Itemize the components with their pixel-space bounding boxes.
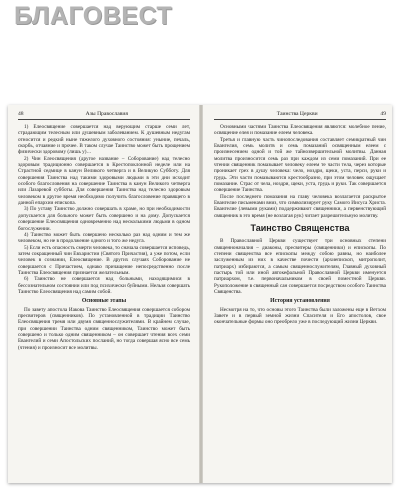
chapter-paragraph-1: В Православной Церкви существует три основных степени священноначалия – диаконы, пресвитеры (священники) и епископы. По степени священства все епископы между собою равны, но наиболее заслуженным из них в качестве почести (архиепископ, митрополит, патриарх) избираются, а самым священнослужителям, Главный духовный пастырь той или иной автокефальной Православной Церкви именуется патриархом, т.е. первоначальником в своей поместной Церкви. Рукоположение в священный сан совершается посредством особого Таинства Священства. [214,238,386,295]
right-running-head [214,111,386,120]
left-paragraph-5: 5) Если есть опасность смерти человека, то сначала совершается исповедь, затем сокращенный чин Евхаристии (Святого Причастия), а уже потом, если человек в сознании, Елеосвящение. В других случаях Соборование не совершается с Причастием, однако причащение непосредственно после Таинства Елеосвящения признается желательным. [18,244,190,276]
left-paragraph-6: 6) Таинство не совершается над больными, находящимися в бессознательном состоянии или под психически буйными. Нельзя совершать Таинство Елеосвящения над самим собой. [18,276,190,295]
book-spread [8,105,392,483]
subsection-title: История установления [270,298,330,305]
right-paragraph-2: Третья и главную часть чинопоследования составляет семикратный чин Евангелия, семь молитв и семь помазаний освященным елеем с произнесением одной и той же тайнозвершительной молитвы. Данная молитва произносится семь раз при каждом из семи помазаний. При ее чтении священник помазывает человеку елеем те части тела, через которые проникает грех в душу человека: чело, ноздри, щеки, уста, перси, руки и грудь. Эти части помазываются крестообразно, при этом человек ощущает помазание. Страс от чела, ноздри, щеки, уста, грудь и руки. Так совершается совершение Таинства. [214,136,386,194]
right-page [214,111,386,477]
left-page-number: 48 [18,111,24,117]
left-running-head-title: Азы Православия [85,111,128,117]
right-paragraph-1: Основными частями Таинства Елеосвящения являются: молебное пение, освящение елея и помазание елеем человека. [214,124,386,137]
left-paragraph-3: 3) По уставу Таинство должно совершать в храме, но при необходимости допускается для больного может быть совершено и на дому. Допускается совершение Елеосвящения одновременно над несколькими людьми в одном богослужении. [18,206,190,232]
left-running-head [18,111,190,120]
left-paragraph-2: 2) Чин Елеосвящения (другое название – Соборование) над телесно здоровым традиционно совершается в Крестопоклонной неделе или на Страстной седмице в канун Великого четверга и в Великую Субботу. Для совершения Таинства над такими здоровыми людьми в эти дни исходит особого благословения на совершение Таинства в канун Великого четверга или Лазаревой субботы. Для совершения Таинства над телесно здоровым человеком в другое время необходимо получить благословение правящего в данной епархии епископа. [18,155,190,207]
right-running-head-title: Таинства Церкви [276,111,318,117]
watermark-logo: БЛАГОВЕСТ [14,2,173,30]
left-section-title: Основные этапы [81,298,127,305]
right-paragraph-3: После последнего помазания на главу человека возлагается раскрытое Евангелие письменами вниз, что символизирует руку Самого Иисуса Христа. Евангелие (левыми руками) поддерживают священники, а первенствующий священник в это время (не возлагая рук) читает разрешительную молитву. [214,193,386,219]
left-paragraph-1: 1) Елеосвящение совершается над верующим старше семи лет, страдающим телесным или душевным заболеванием. К душевным недугам относится и редкий ныне тяжелого духовного состояния: уныние, печаль, скорбь, отчаяние и прочее. В таком случае Таинство может быть прощением физически здоровому (лишь у)… [18,124,190,156]
subsection-paragraph-1: Несмотря на то, что основы этого Таинства были заложены еще в Ветхом Завете и в первый земной жизни Спасителя и Его апостолов, свое окончательные формы оно преобрело уже в последующий жизни Церкви. [214,306,386,326]
book-spine [199,105,203,483]
right-page-number: 49 [380,111,386,117]
left-page [18,111,190,477]
chapter-title: Таинство Священства [250,223,350,234]
left-paragraph-4: 4) Таинство может быть совершено несколько раз над одним и тем же человеком, но не в продолжение одного и того же недуга. [18,231,190,245]
left-section-paragraph-1: По завету апостола Иакова Таинство Елеосвящения совершается собором пресвитеров (священников). По установленной в традиции Таинство Елеосвящения тремя или двумя священнослужителями. В крайнем случае, при совершении Таинства одним священником, Таинство может быть совершено и только одним священником – он совершает чтения всех семи Евангелий и семи Апостольских посланий, но тогда совершая ясно все семь (чтения) и произносит все молитвы. [18,306,190,351]
